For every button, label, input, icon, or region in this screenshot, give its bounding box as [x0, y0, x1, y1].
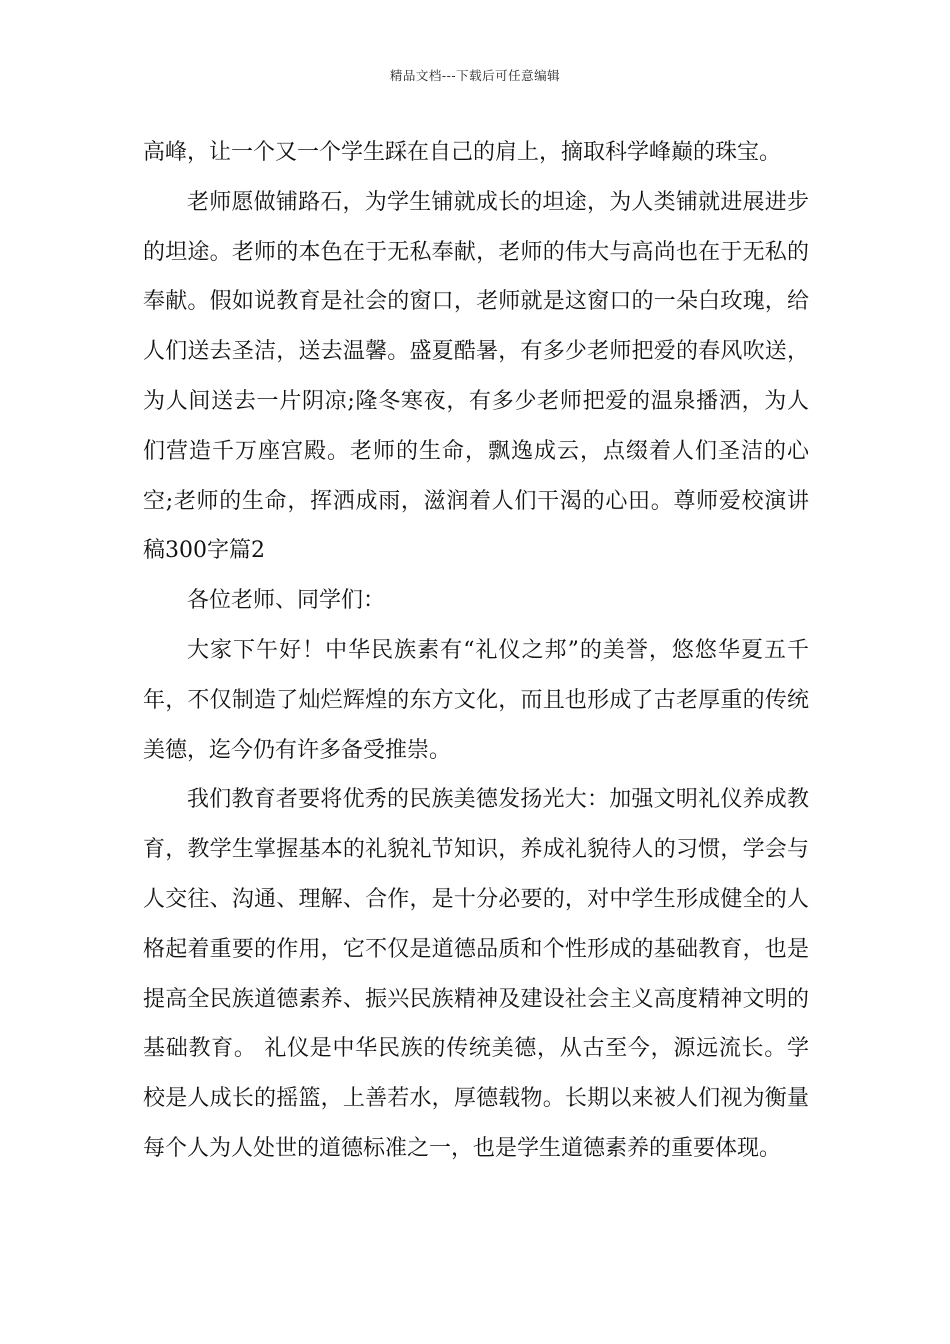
paragraph: 我们教育者要将优秀的民族美德发扬光大：加强文明礼仪养成教育，教学生掌握基本的礼貌礼节知识，养成礼貌待人的习惯，学会与人交往、沟通、理解、合作，是十分必要的，对中学生形成健全的人格起着重要的作用，它不仅是道德品质和个性形成的基础教育，也是提高全民族道德素养、振兴民族精神及建设社会主义高度精神文明的基础教育。 礼仪是中华民族的传统美德，从古至今，源远流长。学校是人成长的摇篮，上善若水，厚德载物。长期以来被人们视为衡量每个人为人处世的道德标准之一，也是学生道德素养的重要体现。: [143, 787, 809, 1161]
document-body: [143, 128, 809, 1174]
paragraph: 各位老师、同学们：: [187, 588, 386, 614]
paragraph: 高峰，让一个又一个学生踩在自己的肩上，摘取科学峰巅的珠宝。: [143, 140, 782, 165]
paragraph: 老师愿做铺路石，为学生铺就成长的坦途，为人类铺就进展进步的坦途。老师的本色在于无私奉献，老师的伟大与高尚也在于无私的奉献。假如说教育是社会的窗口，老师就是这窗口的一朵白玫瑰，给人们送去圣洁，送去温馨。盛夏酷暑，有多少老师把爱的春风吹送，为人间送去一片阴凉;隆冬寒夜，有多少老师把爱的温泉播洒，为人们营造千万座宫殿。老师的生命，飘逸成云，点缀着人们圣洁的心空;老师的生命，挥洒成雨，滋润着人们干渴的心田。尊师爱校演讲稿300字篇2: [143, 189, 809, 564]
paragraph: 大家下午好！中华民族素有“礼仪之邦”的美誉，悠悠华夏五千年，不仅制造了灿烂辉煌的东方文化，而且也形成了古老厚重的传统美德，迄今仍有许多备受推崇。: [143, 637, 809, 763]
page-header: 精品文档---下载后可任意编辑: [389, 68, 561, 83]
